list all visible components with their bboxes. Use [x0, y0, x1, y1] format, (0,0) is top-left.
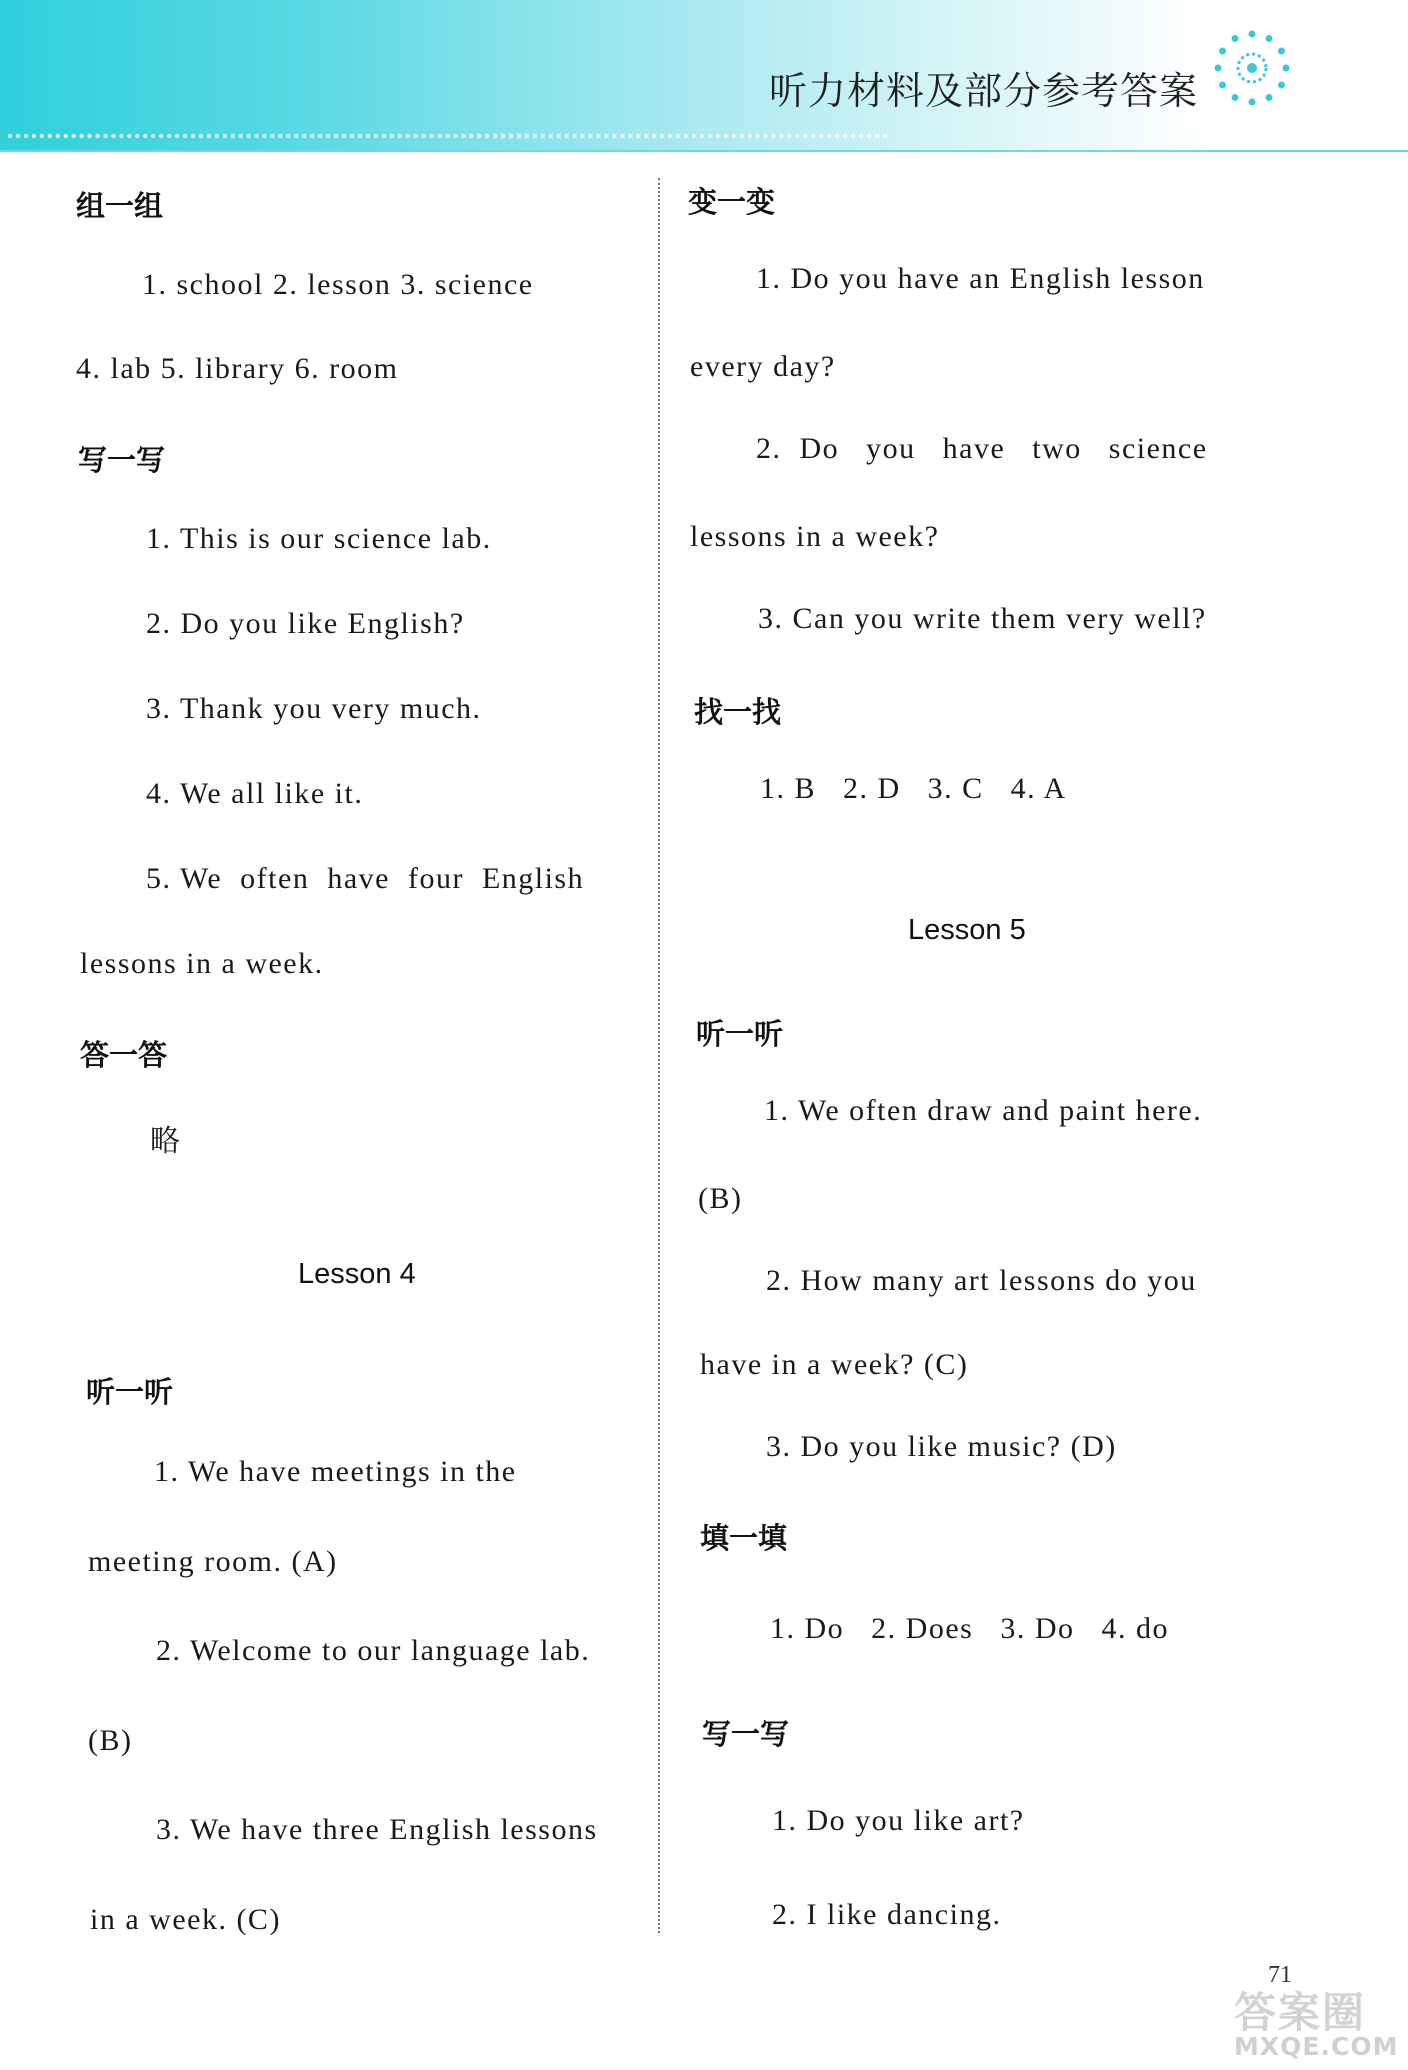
- answer-line: 2. I like dancing.: [772, 1898, 1002, 1931]
- section-heading-xie-yi-xie: 写一写: [702, 1717, 790, 1751]
- answer-line: 2. Do you have two science: [756, 432, 1208, 465]
- page-number: 71: [1268, 1962, 1292, 1988]
- answer-line: (B): [698, 1182, 743, 1215]
- banner-dotted-line: [8, 134, 888, 138]
- section-heading-ting-yi-ting: 听一听: [696, 1017, 784, 1051]
- section-heading-da-yi-da: 答一答: [80, 1038, 168, 1072]
- section-heading-zu-yi-zu: 组一组: [76, 189, 164, 223]
- header-banner: [0, 0, 1408, 152]
- answer-line: 4. We all like it.: [146, 777, 364, 810]
- section-heading-xie-yi-xie: 写一写: [78, 443, 166, 477]
- answer-line: 1. B 2. D 3. C 4. A: [760, 772, 1067, 805]
- answer-line: 2. Welcome to our language lab.: [156, 1634, 591, 1667]
- answer-line: 4. lab 5. library 6. room: [76, 352, 399, 385]
- lesson-5-title: Lesson 5: [908, 914, 1026, 946]
- answer-line: (B): [88, 1724, 133, 1757]
- section-heading-tian-yi-tian: 填一填: [700, 1521, 788, 1555]
- answer-line: 1. Do you like art?: [772, 1804, 1025, 1837]
- banner-rule: [0, 150, 1408, 152]
- answer-line: 1. This is our science lab.: [146, 522, 492, 555]
- answer-line: 1. We have meetings in the: [154, 1455, 517, 1488]
- answer-line: 3. Can you write them very well?: [758, 602, 1207, 635]
- watermark-logo-text: 答案圈: [1234, 1988, 1367, 2037]
- answer-line: 1. school 2. lesson 3. science: [142, 268, 534, 301]
- section-heading-bian-yi-bian: 变一变: [688, 185, 776, 219]
- section-heading-ting-yi-ting: 听一听: [86, 1375, 174, 1409]
- answer-line: 5. We often have four English: [146, 862, 585, 895]
- answer-line: 3. We have three English lessons: [156, 1813, 598, 1846]
- answer-line: lessons in a week.: [80, 947, 324, 980]
- column-divider: [658, 178, 660, 1933]
- lesson-4-title: Lesson 4: [298, 1258, 416, 1290]
- answer-line: 1. Do you have an English lesson: [756, 262, 1205, 295]
- answer-line: every day?: [690, 350, 836, 383]
- answer-line: 2. Do you like English?: [146, 607, 465, 640]
- answer-line: 3. Do you like music? (D): [766, 1430, 1117, 1463]
- site-watermark: [1230, 1980, 1400, 2065]
- answer-line: have in a week? (C): [700, 1348, 969, 1381]
- answer-line: 2. How many art lessons do you: [766, 1264, 1197, 1297]
- answer-line: 1. We often draw and paint here.: [764, 1094, 1203, 1127]
- answer-line: 略: [150, 1125, 182, 1158]
- section-heading-zhao-yi-zhao: 找一找: [694, 695, 782, 729]
- answer-line: meeting room. (A): [88, 1545, 338, 1578]
- answer-line: 3. Thank you very much.: [146, 692, 482, 725]
- answer-line: in a week. (C): [90, 1903, 281, 1936]
- answer-line: lessons in a week?: [690, 520, 940, 553]
- watermark-url: MXQE.COM: [1234, 2032, 1399, 2061]
- page-header-title: 听力材料及部分参考答案: [768, 69, 1198, 113]
- sun-icon: [1214, 30, 1290, 106]
- answer-line: 1. Do 2. Does 3. Do 4. do: [770, 1612, 1169, 1645]
